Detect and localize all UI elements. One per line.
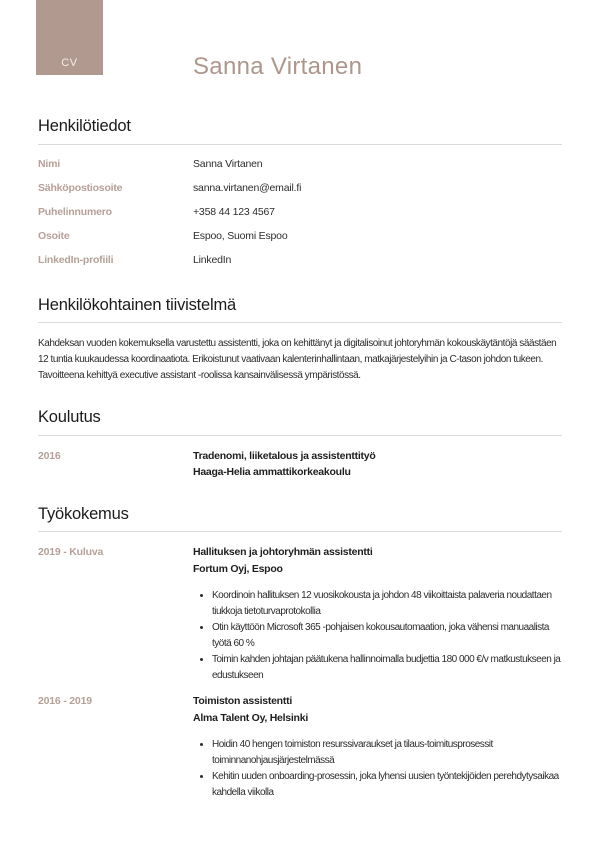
- entry-bullet-list: [193, 737, 562, 801]
- info-row-name: [38, 159, 562, 170]
- info-label: Nimi: [38, 157, 60, 170]
- section-title-experience: Työkokemus: [38, 506, 562, 533]
- entry-school: Haaga-Helia ammattikorkeakoulu: [193, 466, 351, 478]
- bullet-item: • Kehitin uuden onboarding-prosessin, joka lyhensi uusien työntekijöiden perehdytysaikaa kahdella viikolla: [212, 769, 562, 801]
- section-summary: [38, 297, 562, 385]
- experience-entry: [38, 544, 562, 684]
- cv-badge-label: CV: [61, 57, 78, 69]
- entry-body: [193, 693, 562, 801]
- info-row-address: [38, 231, 562, 242]
- education-entry: [38, 448, 562, 481]
- entry-period: 2016 - 2019: [38, 695, 92, 707]
- section-experience: [38, 506, 562, 802]
- section-title-personal: Henkilötiedot: [38, 118, 562, 145]
- summary-paragraph: Kahdeksan vuoden kokemuksella varustettu assistentti, joka on kehittänyt ja digitalisoinut johtoryhmän kokouskäytäntöjä säästäen 12 tuntia kuukaudessa koordinaatiota. Erikoistunut vaativaan kalenterinhallintaan, matkajärjestelyihin ja C-tason johdon tukeen. Tavoitteena kehittyä executive assistant -roolissa kansainvälisessä ympäristössä.: [38, 338, 557, 381]
- info-row-linkedin: [38, 255, 562, 266]
- entry-company: Alma Talent Oy, Helsinki: [193, 711, 308, 724]
- info-value: LinkedIn: [193, 253, 232, 266]
- entry-role: Hallituksen ja johtoryhmän assistentti: [193, 546, 373, 558]
- section-title-summary: Henkilökohtainen tiivistelmä: [38, 297, 562, 324]
- experience-entry: [38, 693, 562, 801]
- info-label: Puhelinnumero: [38, 205, 112, 218]
- info-value: sanna.virtanen@email.fi: [193, 181, 302, 194]
- info-row-phone: [38, 207, 562, 218]
- entry-body: [193, 544, 562, 684]
- info-label: Sähköpostiosoite: [38, 181, 123, 194]
- entry-period: 2016: [38, 449, 61, 462]
- section-title-education: Koulutus: [38, 409, 562, 436]
- info-row-email: [38, 183, 562, 194]
- bullet-item: • Koordinoin hallituksen 12 vuosikokousta ja johdon 48 viikoittaista palaveria noudattaen tiukkoja tietoturvaprotokollia: [212, 588, 562, 620]
- page-title: Sanna Virtanen: [193, 53, 363, 80]
- info-label: Osoite: [38, 229, 70, 242]
- entry-degree: Tradenomi, liiketalous ja assistenttityö: [193, 449, 376, 462]
- bullet-item: • Otin käyttöön Microsoft 365 -pohjaisen kokousautomaation, joka vähensi manuaalista työtä 60 %: [212, 620, 562, 652]
- section-personal-info: [38, 118, 562, 266]
- entry-body: [193, 448, 562, 481]
- personal-info-list: [38, 159, 562, 266]
- bullet-item: • Toimin kahden johtajan päätukena hallinnoimalla budjettia 180 000 €/v matkustukseen ja edustukseen: [212, 652, 562, 684]
- info-value: Espoo, Suomi Espoo: [193, 229, 288, 242]
- section-education: [38, 409, 562, 481]
- info-value: +358 44 123 4567: [193, 205, 275, 218]
- info-label: LinkedIn-profiili: [38, 253, 114, 266]
- entry-role: Toimiston assistentti: [193, 695, 292, 707]
- info-value: Sanna Virtanen: [193, 157, 263, 170]
- bullet-item: • Hoidin 40 hengen toimiston resurssivaraukset ja tilaus-toimitusprosessit toiminnanohjausjärjestelmässä: [212, 737, 562, 769]
- entry-bullet-list: [193, 588, 562, 684]
- cv-badge: [36, 0, 103, 75]
- entry-company: Fortum Oyj, Espoo: [193, 562, 283, 575]
- entry-period: 2019 - Kuluva: [38, 546, 104, 558]
